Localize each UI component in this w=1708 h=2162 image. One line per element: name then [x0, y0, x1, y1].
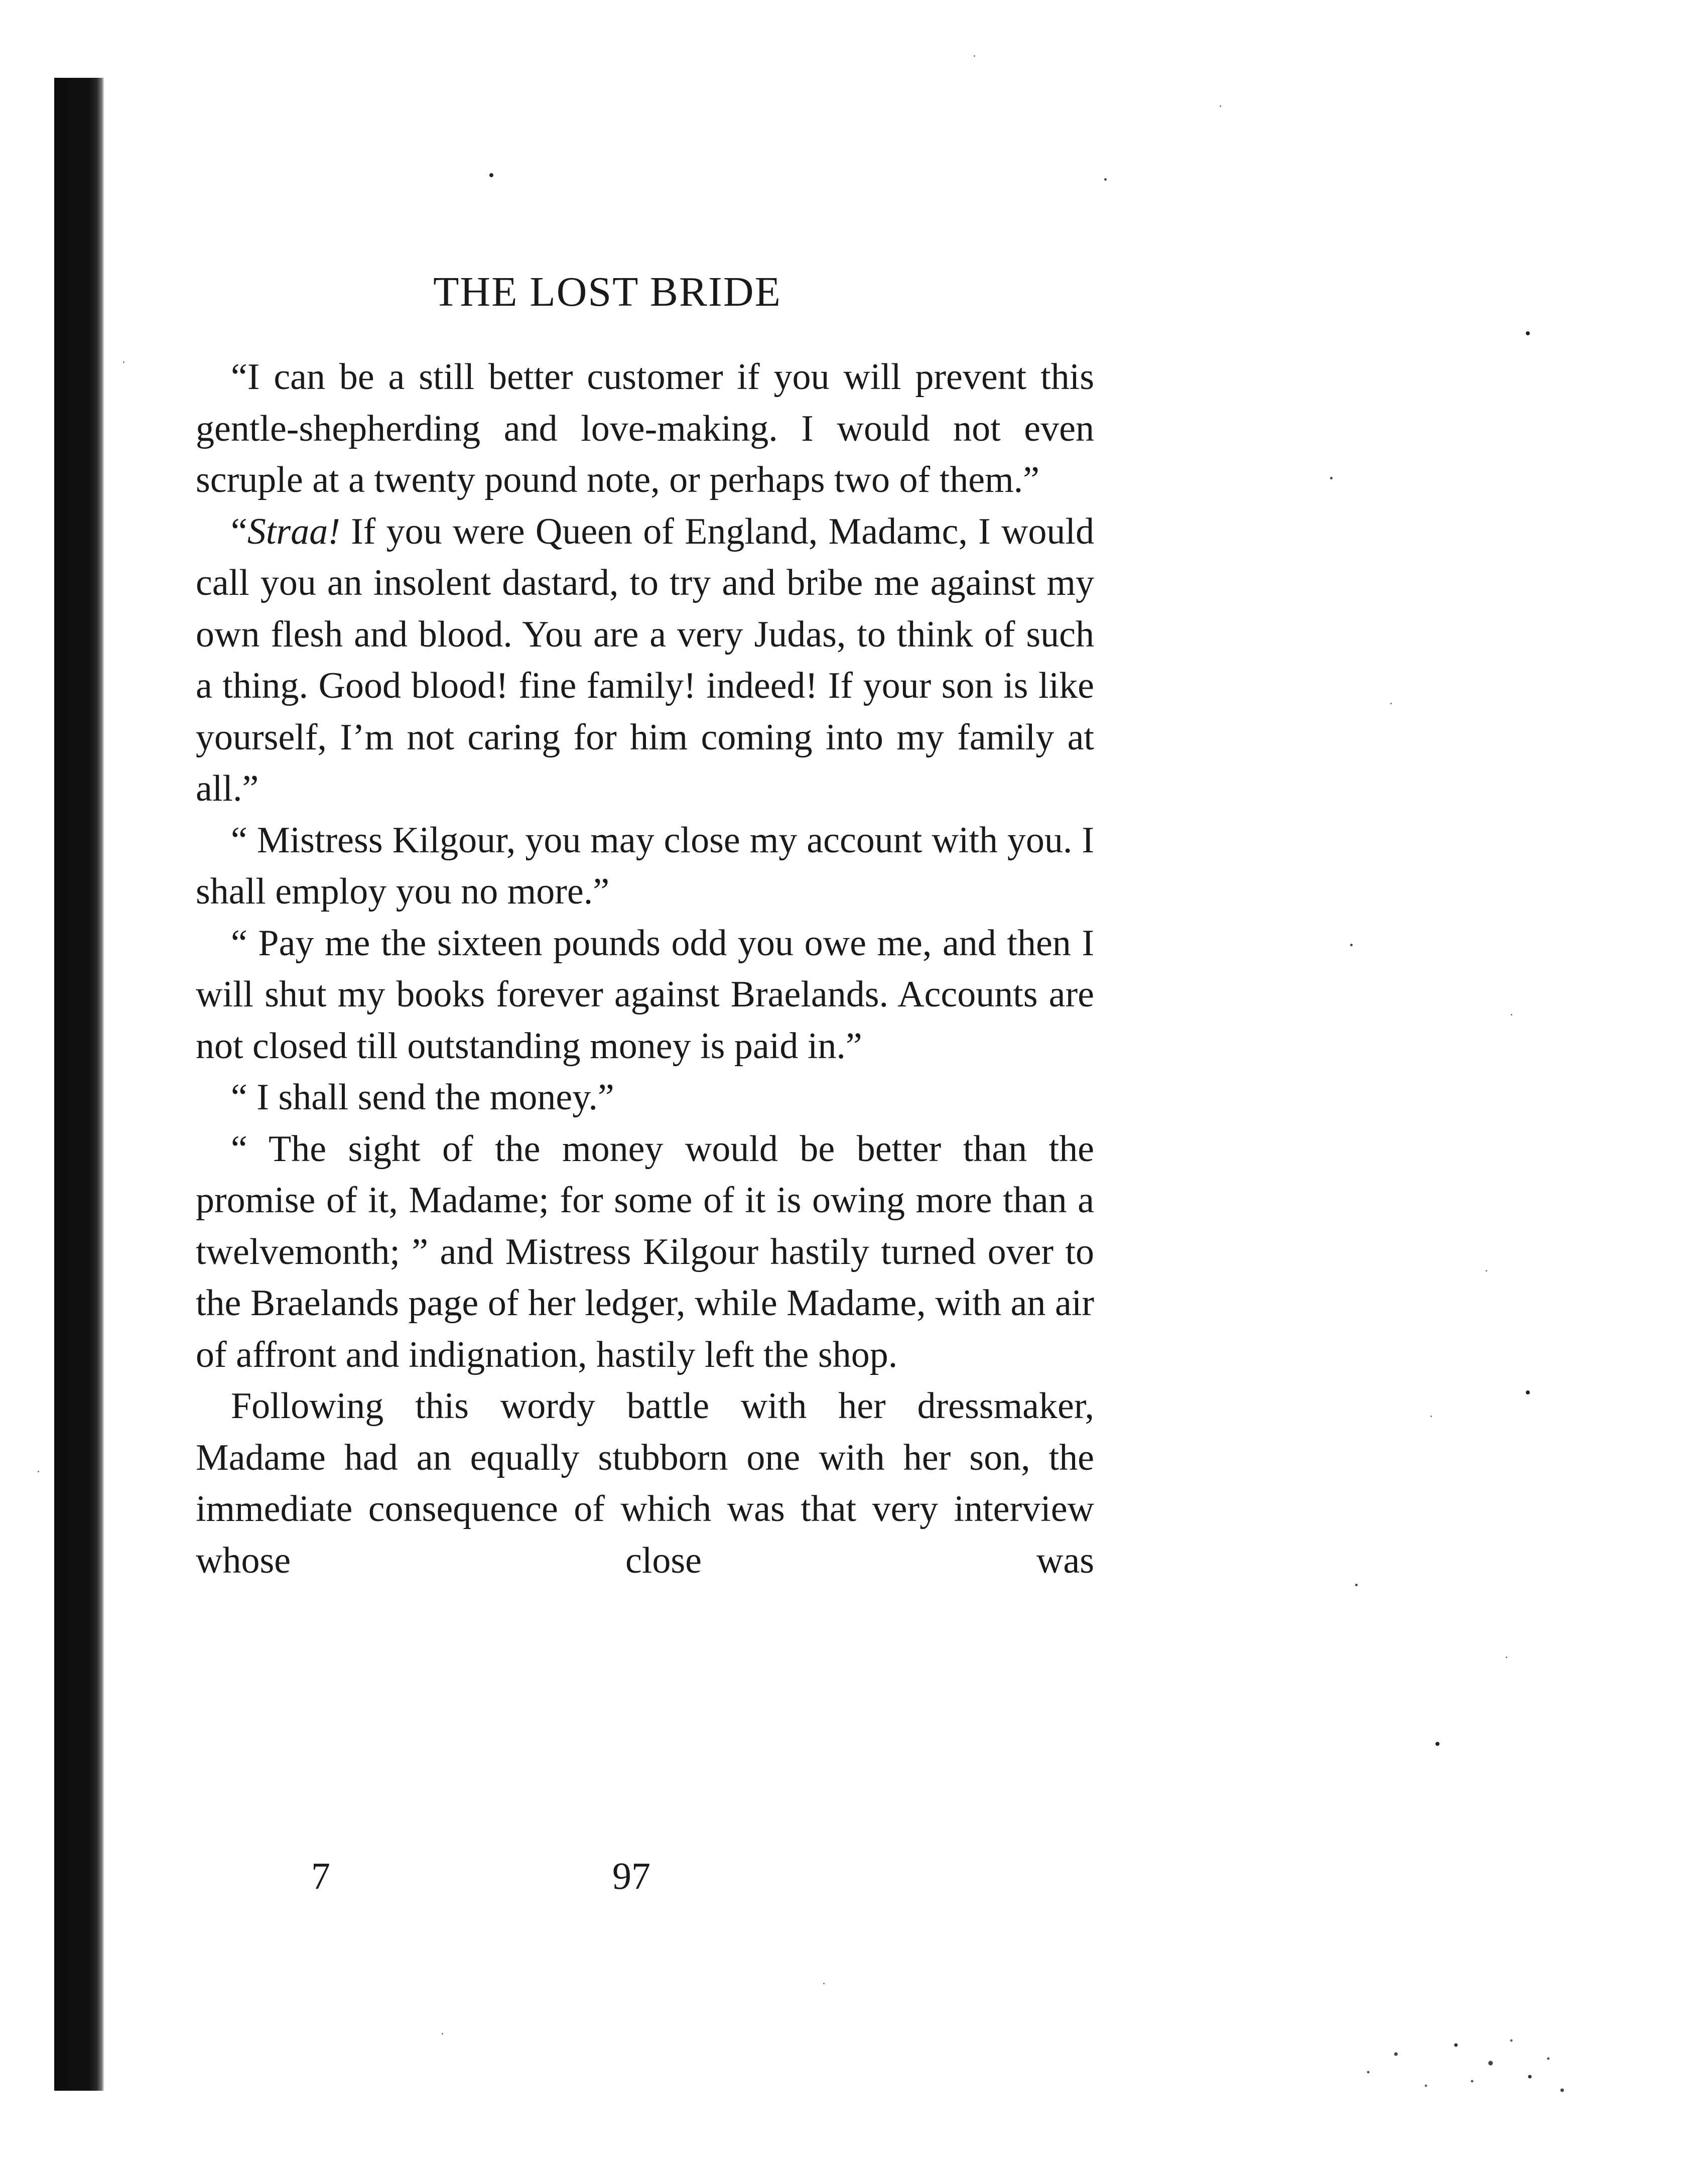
scan-speck — [1104, 178, 1107, 181]
running-head: THE LOST BRIDE — [433, 269, 781, 315]
scan-speck — [974, 55, 975, 57]
scan-speck — [1526, 331, 1530, 335]
scan-speck — [1511, 1014, 1512, 1015]
paragraph-1: “I can be a still better customer if you will prevent this gentle-shepherding and love-making. I would not even scruple at a twenty pound note, or perhaps two of them.” — [196, 356, 1094, 500]
scan-speck — [1355, 1584, 1358, 1586]
scan-speck — [1526, 1390, 1530, 1394]
page-footer — [196, 1855, 1094, 1905]
paragraph-4: “ Pay me the sixteen pounds odd you owe me, and then I will shut my books forever against Braelands. Accounts are not closed till outstanding money is paid in.” — [196, 922, 1094, 1067]
scan-speck — [1506, 1657, 1507, 1658]
scan-speck — [1486, 1270, 1487, 1271]
paragraph-3: “ Mistress Kilgour, you may close my account with you. I shall employ you no more.” — [196, 819, 1094, 912]
binding-edge — [54, 78, 104, 2091]
paragraph-2 — [196, 506, 1094, 815]
paragraph-6: “ The sight of the money would be better than the promise of it, Madame; for some of it is owing more than a twelvemonth; ” and Mistress Kilgour hastily turned over to the Braelands page of her ledger, while Madame, with an air of affront and indignation, hastily left the shop. — [196, 1128, 1094, 1375]
scan-speck — [1390, 703, 1392, 704]
scan-noise — [1345, 2018, 1576, 2108]
body-text — [196, 351, 1094, 1586]
paragraph-2-text: If you were Queen of England, Madamc, I would call you an insolent dastard, to try and bribe me against my own flesh and blood. You are a very Judas, to think of such a thing. Good blood! fine family! indeed! If your son is like yourself, I’m not caring for him coming into my family at all.” — [196, 511, 1094, 809]
scan-speck — [1350, 944, 1353, 946]
scan-speck — [1430, 1416, 1432, 1417]
scan-speck — [1435, 1742, 1439, 1746]
paragraph-7: Following this wordy battle with her dressmaker, Madame had an equally stubborn one with her son, the immediate consequence of which was that very interview whose close was — [196, 1385, 1094, 1581]
paragraph-5: “ I shall send the money.” — [231, 1077, 614, 1118]
scan-speck — [442, 2033, 443, 2034]
scan-speck — [1330, 477, 1333, 479]
scan-speck — [823, 1983, 825, 1984]
page-number: 97 — [612, 1855, 650, 1897]
italic-word: Straa! — [247, 511, 340, 552]
scan-speck — [1220, 105, 1221, 107]
scan-speck — [38, 1471, 39, 1472]
open-quote: “ — [231, 511, 247, 552]
signature-mark: 7 — [311, 1855, 330, 1897]
scan-speck — [123, 361, 124, 363]
scan-speck — [489, 173, 493, 177]
